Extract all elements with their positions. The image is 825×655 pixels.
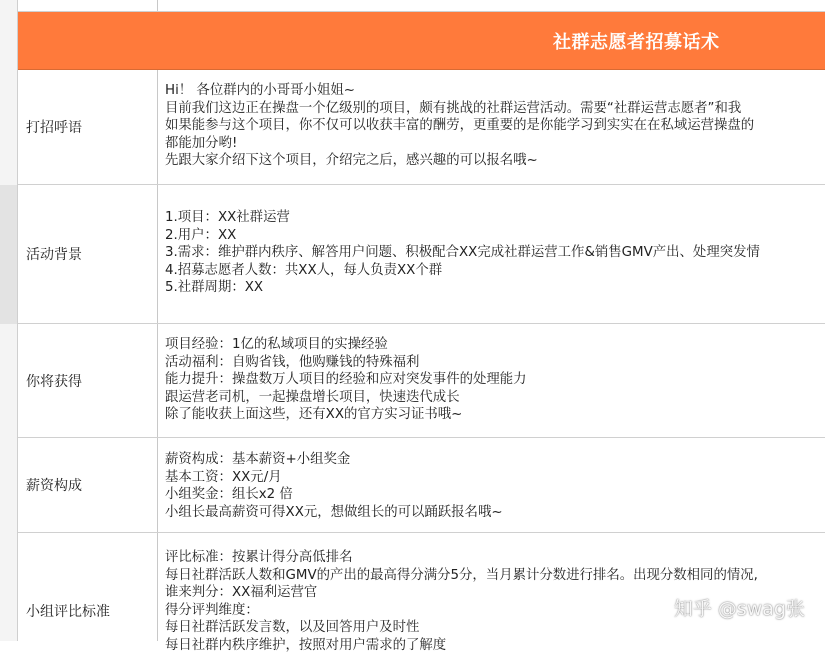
top-blank-label-cell[interactable]	[18, 0, 158, 11]
table-row[interactable]	[18, 324, 825, 438]
title-row[interactable]	[18, 12, 825, 70]
row-content-cell[interactable]	[159, 185, 825, 323]
content-line: 能力提升：操盘数万人项目的经验和应对突发事件的处理能力	[165, 372, 527, 388]
content-line: 薪资构成：基本薪资+小组奖金	[165, 452, 351, 467]
content-line: 都能加分哟!	[165, 135, 238, 151]
content-line: 每日社群活跃人数和GMV的产出的最高得分满分5分，当月累计分数进行排名。出现分数相同的情况,	[165, 567, 758, 583]
row-header-5[interactable]	[0, 438, 18, 533]
row-header-0[interactable]	[0, 0, 18, 12]
row-header-6[interactable]	[0, 533, 18, 641]
row-content-cell[interactable]	[159, 533, 825, 653]
title-row-label-cell[interactable]	[18, 12, 159, 69]
table-row[interactable]	[18, 438, 825, 533]
row-header-1[interactable]	[0, 12, 18, 70]
content-line: 基本工资：XX元/月	[165, 469, 282, 485]
content-line: 4.招募志愿者人数：共XX人，每人负责XX个群	[165, 262, 443, 278]
sheet-title: 社群志愿者招募话术	[553, 32, 720, 53]
content-line: 跟运营老司机，一起操盘增长项目，快速迭代成长	[165, 389, 460, 405]
row-label-cell[interactable]: 打招呼语	[18, 70, 158, 184]
watermark-text: 知乎 @swag张	[673, 598, 805, 620]
row-header-4[interactable]	[0, 324, 18, 438]
row-label-cell[interactable]: 你将获得	[18, 324, 158, 437]
content-line: 得分评判维度：	[165, 602, 259, 618]
row-label-cell[interactable]: 薪资构成	[18, 438, 158, 532]
row-content-cell[interactable]	[159, 324, 825, 437]
content-line: 每日社群内秩序维护，按照对用户需求的了解度	[165, 637, 447, 653]
top-blank-row[interactable]	[18, 0, 825, 12]
content-line: 评比标准：按累计得分高低排名	[165, 550, 353, 565]
row-content-cell[interactable]	[159, 70, 825, 184]
table-row[interactable]	[18, 533, 825, 653]
content-line: 小组奖金：组长x2 倍	[165, 487, 293, 503]
content-line: 目前我们这边正在操盘一个亿级别的项目，颇有挑战的社群运营活动。需要“社群运营志愿者”和我	[165, 100, 742, 116]
row-label-cell[interactable]: 活动背景	[18, 185, 158, 323]
content-line: 先跟大家介绍下这个项目，介绍完之后，感兴趣的可以报名哦~	[165, 153, 538, 169]
content-line: 如果能参与这个项目，你不仅可以收获丰富的酬劳，更重要的是你能学习到实实在在私域运营操盘的	[165, 118, 755, 134]
content-line: 项目经验：1亿的私域项目的实操经验	[165, 337, 388, 352]
content-line: 除了能收获上面这些，还有XX的官方实习证书哦~	[165, 407, 463, 423]
row-label-cell[interactable]: 小组评比标准	[18, 533, 158, 641]
row-header-2[interactable]	[0, 70, 18, 185]
content-line: Hi！ 各位群内的小哥哥小姐姐~	[165, 83, 355, 98]
content-line: 3.需求：维护群内秩序、解答用户问题、积极配合XX完成社群运营工作&销售GMV产出、处理突发情	[165, 245, 760, 261]
content-line: 每日社群活跃发言数，以及回答用户及时性	[165, 620, 420, 636]
content-line: 谁来判分：XX福利运营官	[165, 585, 318, 601]
content-line: 小组长最高薪资可得XX元，想做组长的可以踊跃报名哦~	[165, 504, 503, 520]
content-line: 2.用户：XX	[165, 227, 237, 243]
content-line: 5.社群周期：XX	[165, 280, 264, 296]
content-line: 活动福利：自购省钱，他购赚钱的特殊福利	[165, 354, 420, 370]
table-row[interactable]	[18, 70, 825, 185]
content-line: 1.项目：XX社群运营	[165, 210, 290, 225]
row-content-cell[interactable]	[159, 438, 825, 532]
row-header-3[interactable]	[0, 185, 18, 324]
table-row[interactable]	[18, 185, 825, 324]
